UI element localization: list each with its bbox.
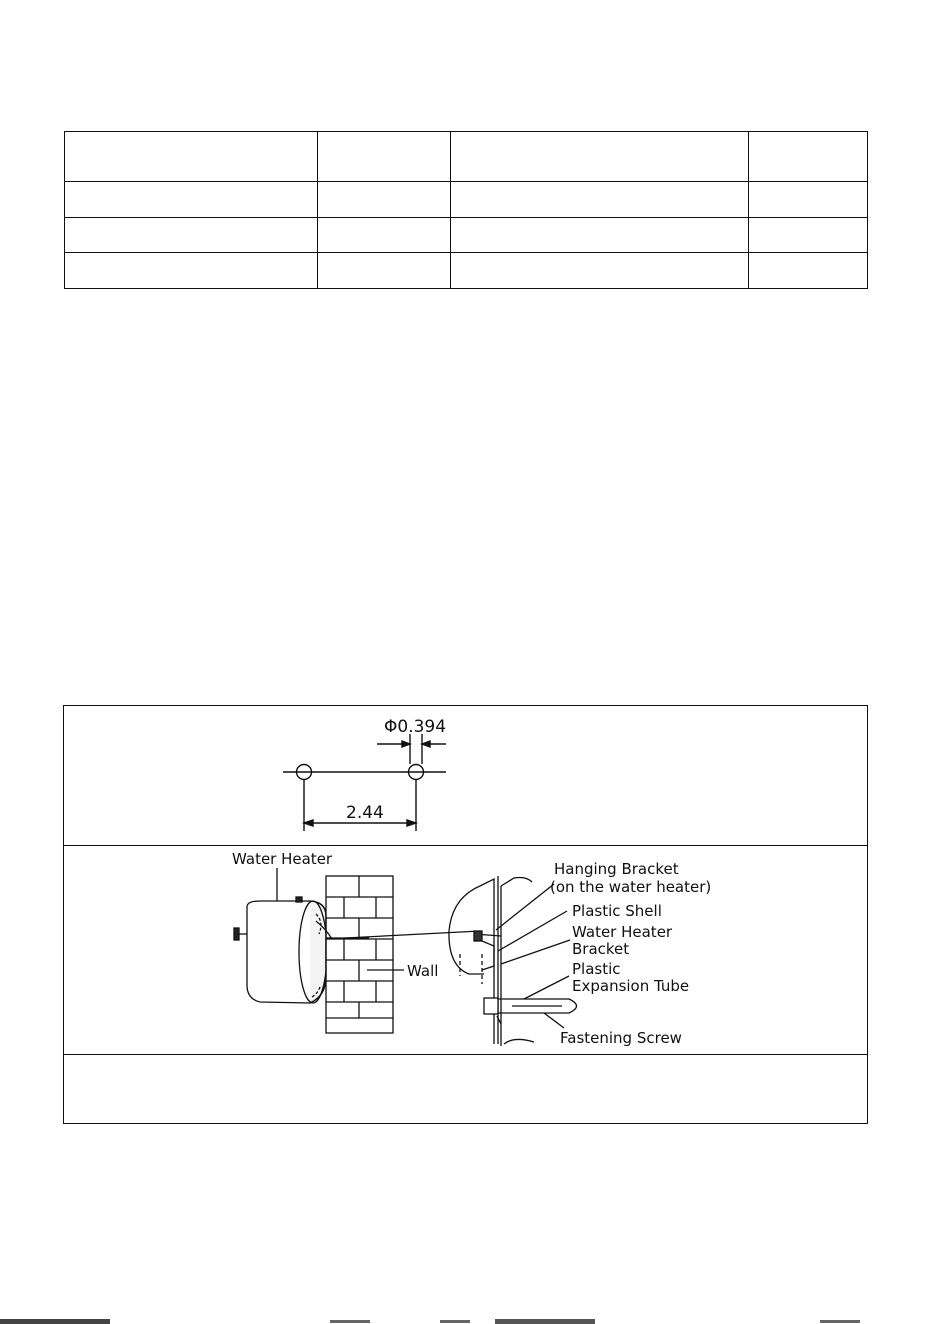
spec-table (64, 131, 868, 289)
table-cell (318, 253, 451, 289)
arrow-icon (422, 741, 430, 747)
table-cell (749, 181, 868, 217)
expansion-tube-sublabel: Expansion Tube (572, 977, 690, 995)
table-header-cell (318, 132, 451, 182)
expansion-tube-label: Plastic (572, 960, 621, 978)
hanging-bracket-label: Hanging Bracket (554, 860, 679, 878)
table-cell (318, 181, 451, 217)
installation-diagram (64, 706, 866, 1122)
table-cell (65, 181, 318, 217)
water-heater-label: Water Heater (232, 850, 333, 868)
table-row (65, 253, 868, 289)
fastening-screw-label: Fastening Screw (560, 1029, 682, 1047)
arrow-icon (407, 820, 416, 826)
arrow-icon (402, 741, 410, 747)
table-header-cell (451, 132, 749, 182)
water-heater-bracket-label: Water Heater (572, 923, 673, 941)
table-cell (451, 217, 749, 253)
hole-spacing-label: 2.44 (346, 803, 384, 823)
table-cell (451, 181, 749, 217)
table-cell (318, 217, 451, 253)
arrow-icon (304, 820, 313, 826)
table-header-row (65, 132, 868, 182)
scan-artifact-strip (0, 1319, 933, 1324)
table-cell (65, 217, 318, 253)
water-heater-illustration (234, 868, 327, 1003)
installation-figure-box (63, 705, 868, 1124)
plastic-shell-label: Plastic Shell (572, 902, 662, 920)
table-row (65, 217, 868, 253)
table-cell (749, 253, 868, 289)
table-cell (749, 217, 868, 253)
table-cell (65, 253, 318, 289)
bracket-detail-illustration (449, 876, 577, 1046)
water-heater-bracket-sublabel: Bracket (572, 940, 630, 958)
hole-diameter-label: Φ0.394 (384, 717, 447, 737)
table-cell (451, 253, 749, 289)
table-header-cell (65, 132, 318, 182)
wall-label: Wall (407, 962, 439, 980)
hanging-bracket-sublabel: (on the water heater) (550, 878, 712, 896)
table-row (65, 181, 868, 217)
table-header-cell (749, 132, 868, 182)
